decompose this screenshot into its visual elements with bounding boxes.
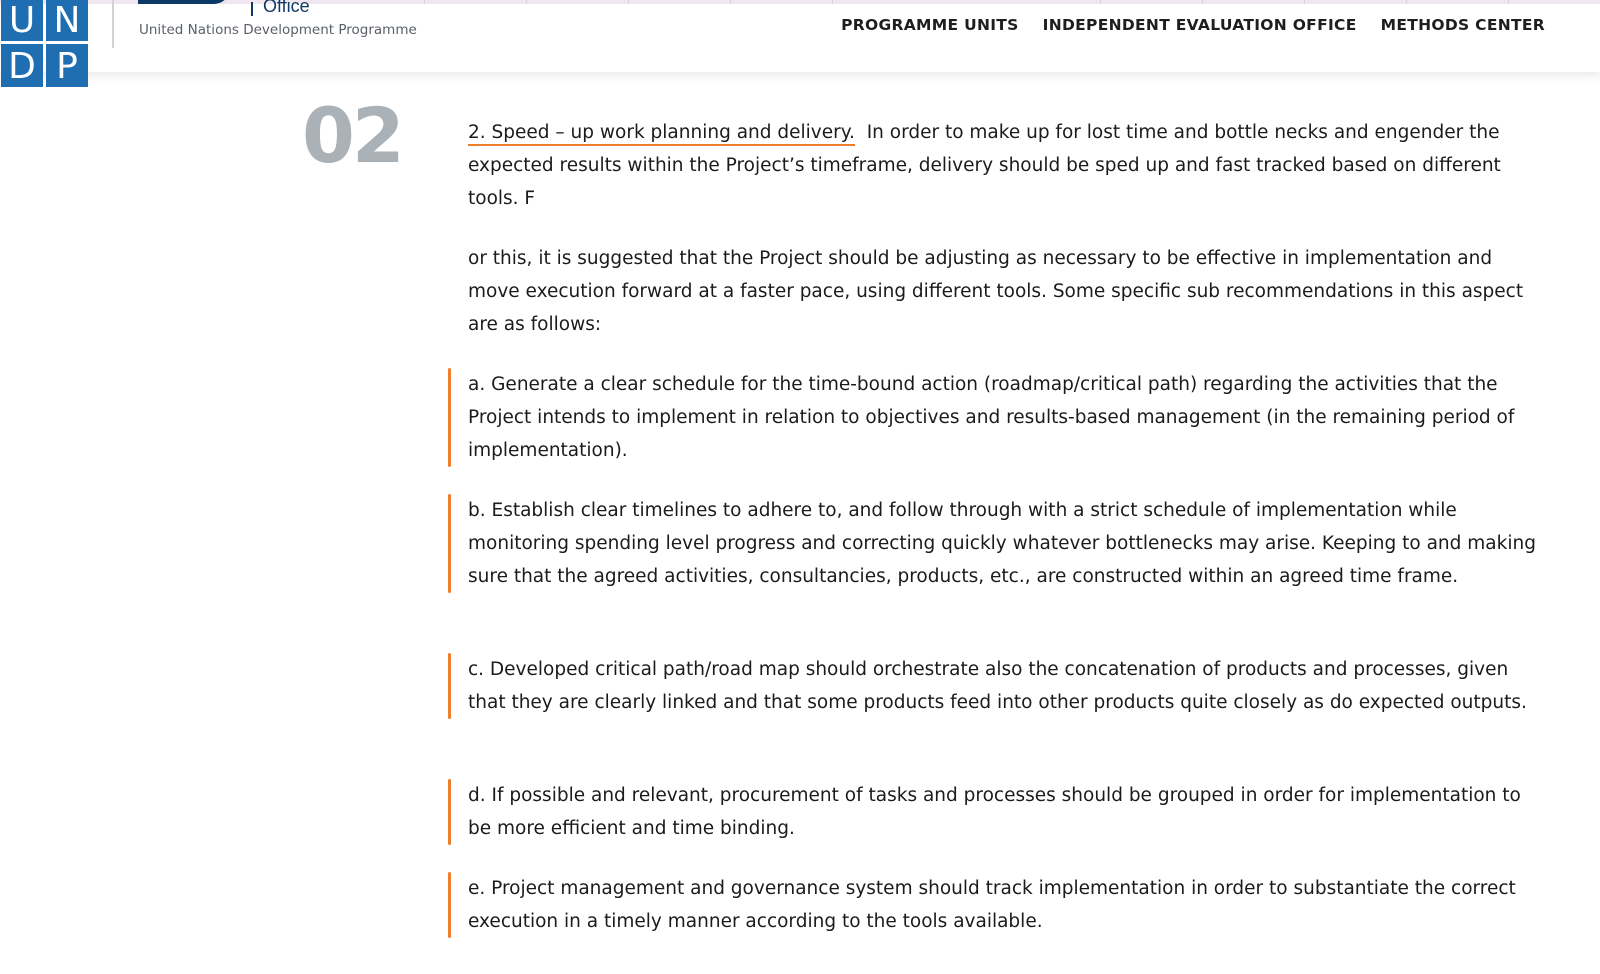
strip-tab[interactable] (426, 0, 527, 4)
strip-tab[interactable] (630, 0, 731, 4)
recommendation-text: b. Establish clear timelines to adhere to, and follow through with a strict schedule of implementation while monitoring spending level progress and correcting quickly whatever bottlenecks may arise. Keeping to and making sure that the agreed activities, consultancies, products, etc., are constructed within an agreed time frame. (468, 500, 1536, 587)
recommendation-item (448, 653, 1548, 719)
recommendation-text: a. Generate a clear schedule for the time-bound action (roadmap/critical path) regarding the activities that the Project intends to implement in relation to objectives and results-based management (in the remaining period of implementation). (468, 374, 1515, 461)
recommendation-text: e. Project management and governance system should track implementation in order to substantiate the correct execution in a timely manner according to the tools available. (468, 878, 1516, 932)
logo-letter-p: P (46, 44, 88, 87)
highlight-bar (448, 368, 451, 467)
recommendation-item (448, 779, 1548, 845)
strip-tab[interactable] (1408, 0, 1509, 4)
highlight-bar (448, 494, 451, 593)
recommendation-item (448, 368, 1548, 467)
intro-paragraph (468, 116, 1548, 215)
strip-tab[interactable] (1204, 0, 1305, 4)
highlight-bar (448, 872, 451, 938)
strip-tab[interactable] (1000, 0, 1101, 4)
strip-tab[interactable] (528, 0, 629, 4)
header-divider (112, 0, 114, 48)
highlight-bar (448, 653, 451, 719)
site-header (0, 0, 1600, 72)
strip-tab[interactable] (1306, 0, 1407, 4)
intro-continuation: or this, it is suggested that the Project should be adjusting as necessary to be effective in implementation and move execution forward at a faster pace, using different tools. Some specific sub recommendations in this aspect are as follows: (468, 248, 1524, 335)
strip-tab[interactable] (324, 0, 425, 4)
recommendation-text: c. Developed critical path/road map should orchestrate also the concatenation of products and processes, given that they are clearly linked and that some products feed into other products quite closely as do expected outputs. (468, 659, 1527, 713)
org-name: United Nations Development Programme (139, 22, 417, 38)
office-separator (251, 2, 253, 16)
ieo-logo-mark (138, 0, 238, 14)
section-number: 02 (302, 91, 402, 180)
recommendation-heading: 2. Speed – up work planning and delivery. (468, 122, 855, 146)
top-tab-strip (0, 0, 1600, 4)
recommendation-text: d. If possible and relevant, procurement of tasks and processes should be grouped in order for implementation to be more efficient and time binding. (468, 785, 1521, 839)
highlight-bar (448, 779, 451, 845)
nav-programme-units[interactable]: PROGRAMME UNITS (841, 16, 1019, 34)
intro-lead: In order to make up for lost time and bottle necks and engender the expected results within the Project’s timeframe, delivery should be sped up and fast tracked based on different tools. F (468, 122, 1501, 209)
logo-letter-d: D (1, 44, 43, 87)
nav-methods-center[interactable]: METHODS CENTER (1380, 16, 1545, 34)
main-nav (841, 16, 1545, 34)
nav-independent-evaluation-office[interactable]: INDEPENDENT EVALUATION OFFICE (1042, 16, 1357, 34)
logo-letter-n: N (46, 0, 88, 41)
strip-tab[interactable] (732, 0, 833, 4)
logo-letter-u: U (1, 0, 43, 41)
strip-tab[interactable] (1102, 0, 1203, 4)
office-label: Office (263, 0, 310, 16)
undp-logo[interactable] (1, 0, 88, 88)
recommendation-item (448, 872, 1548, 938)
recommendation-item (448, 494, 1548, 593)
